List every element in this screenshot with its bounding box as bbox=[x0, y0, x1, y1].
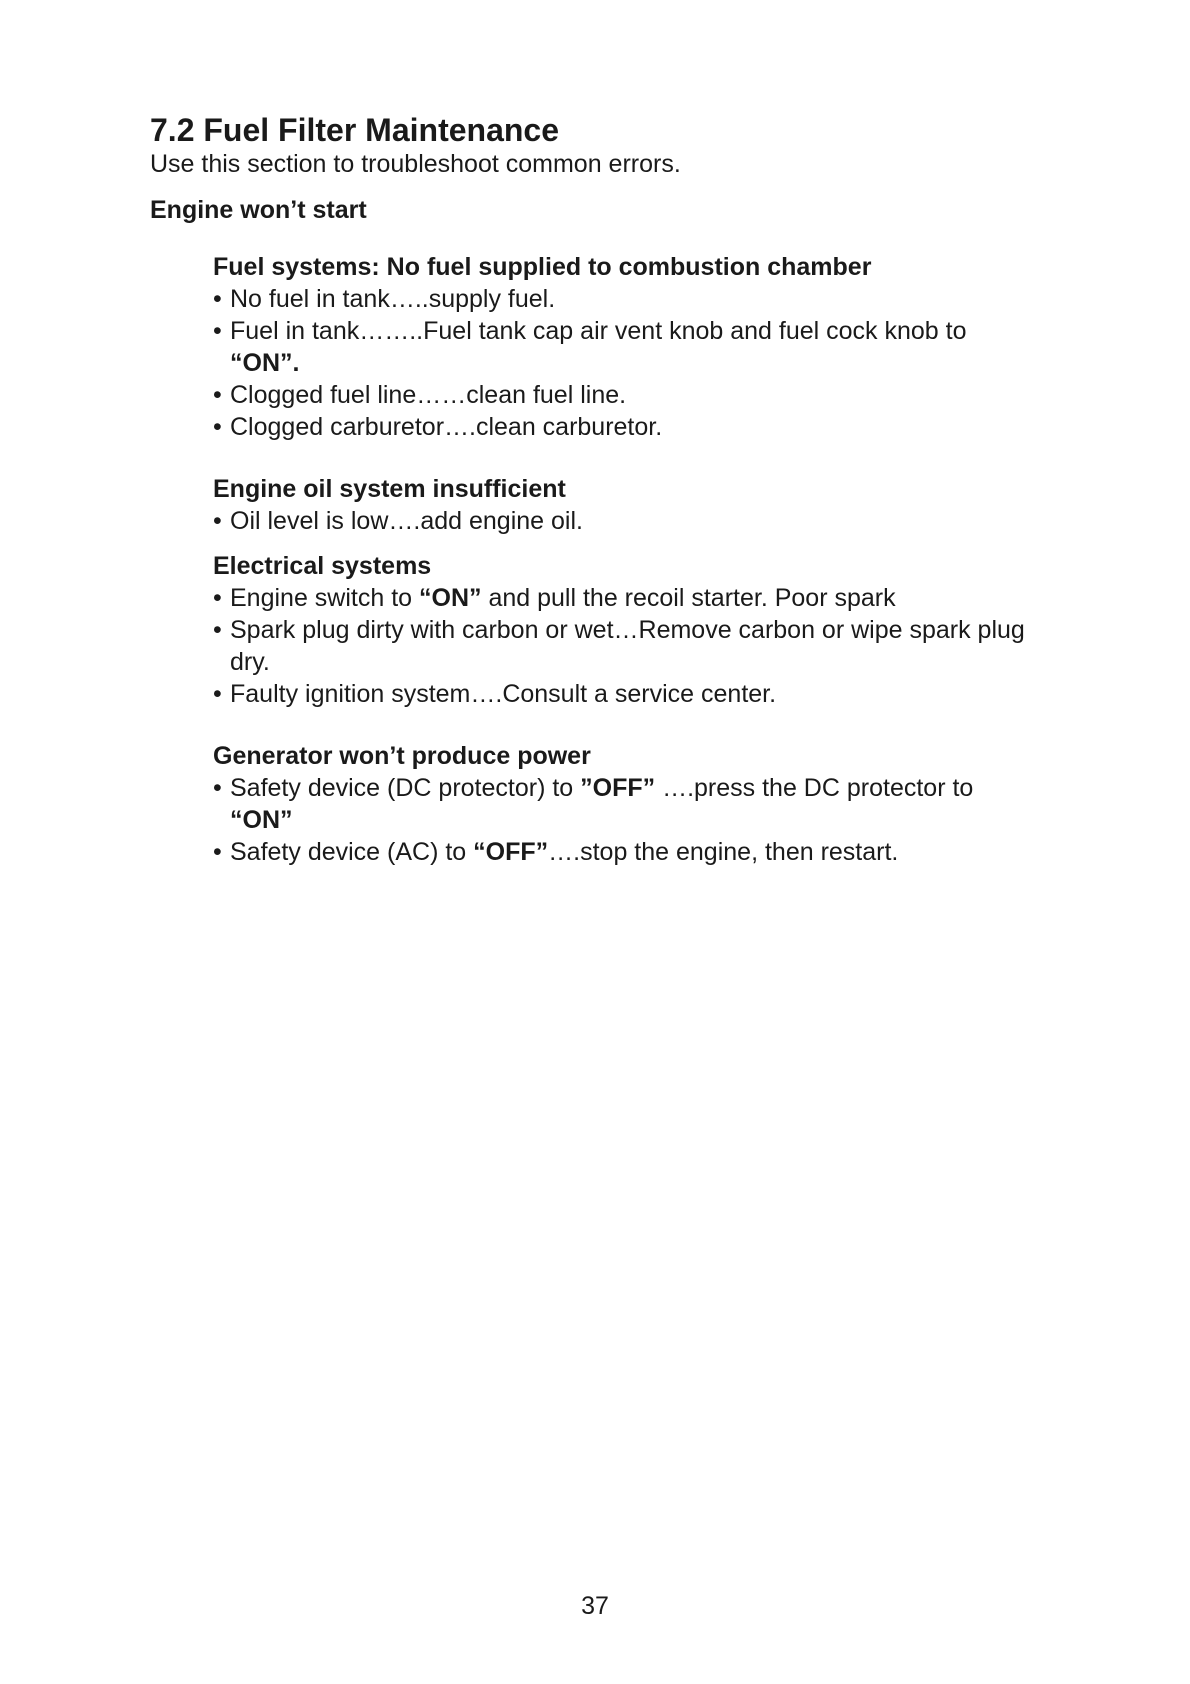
bullet: • bbox=[213, 381, 222, 409]
section-heading: Engine won’t start bbox=[150, 196, 367, 224]
item-emphasis: “ON” bbox=[419, 584, 482, 612]
fuel-systems-list bbox=[213, 283, 1030, 443]
engine-oil-list bbox=[213, 505, 1030, 537]
item-text: Fuel in tank……..Fuel tank cap air vent knob and fuel cock knob to bbox=[230, 317, 967, 345]
list-item bbox=[213, 678, 1030, 710]
item-text: Clogged fuel line……clean fuel line. bbox=[230, 381, 627, 409]
generator-power-heading: Generator won’t produce power bbox=[213, 742, 591, 770]
item-emphasis: “OFF” bbox=[473, 838, 549, 866]
item-text: Oil level is low….add engine oil. bbox=[230, 507, 583, 535]
list-item bbox=[213, 582, 1030, 614]
fuel-systems-heading: Fuel systems: No fuel supplied to combustion chamber bbox=[213, 253, 872, 281]
bullet: • bbox=[213, 413, 222, 441]
electrical-systems-group bbox=[213, 550, 1030, 710]
page-number: 37 bbox=[581, 1592, 609, 1620]
item-text: Spark plug dirty with carbon or wet…Remove carbon or wipe spark plug dry. bbox=[230, 616, 1025, 676]
bullet: • bbox=[213, 838, 222, 866]
item-text: Clogged carburetor….clean carburetor. bbox=[230, 413, 663, 441]
item-text: Engine switch to bbox=[230, 584, 419, 612]
item-text: Safety device (DC protector) to bbox=[230, 774, 581, 802]
bullet: • bbox=[213, 584, 222, 612]
page-content bbox=[150, 112, 1030, 868]
engine-oil-group bbox=[213, 473, 1030, 537]
list-item bbox=[213, 614, 1030, 678]
bullet: • bbox=[213, 680, 222, 708]
item-emphasis-2: “ON” bbox=[230, 806, 293, 834]
generator-power-group bbox=[213, 740, 1030, 868]
list-item bbox=[213, 411, 1030, 443]
generator-power-list bbox=[213, 772, 1030, 868]
item-text: Safety device (AC) to bbox=[230, 838, 474, 866]
electrical-systems-list bbox=[213, 582, 1030, 710]
item-emphasis: ”OFF” bbox=[580, 774, 656, 802]
item-text: No fuel in tank…..supply fuel. bbox=[230, 285, 556, 313]
bullet: • bbox=[213, 285, 222, 313]
list-item bbox=[213, 315, 1030, 379]
page-title: 7.2 Fuel Filter Maintenance bbox=[150, 112, 559, 148]
item-text-after: ….press the DC protector to bbox=[655, 774, 974, 802]
engine-oil-heading: Engine oil system insufficient bbox=[213, 475, 566, 503]
list-item bbox=[213, 379, 1030, 411]
item-text-after: ….stop the engine, then restart. bbox=[548, 838, 899, 866]
list-item bbox=[213, 505, 1030, 537]
bullet: • bbox=[213, 317, 222, 345]
intro-text: Use this section to troubleshoot common errors. bbox=[150, 150, 681, 178]
list-item bbox=[213, 836, 1030, 868]
electrical-systems-heading: Electrical systems bbox=[213, 552, 432, 580]
bullet: • bbox=[213, 507, 222, 535]
item-text: Faulty ignition system….Consult a service center. bbox=[230, 680, 777, 708]
item-text-after: and pull the recoil starter. Poor spark bbox=[481, 584, 896, 612]
bullet: • bbox=[213, 774, 222, 802]
list-item bbox=[213, 772, 1030, 836]
list-item bbox=[213, 283, 1030, 315]
item-emphasis: “ON”. bbox=[230, 349, 300, 377]
fuel-systems-group bbox=[213, 251, 1030, 443]
bullet: • bbox=[213, 616, 222, 644]
